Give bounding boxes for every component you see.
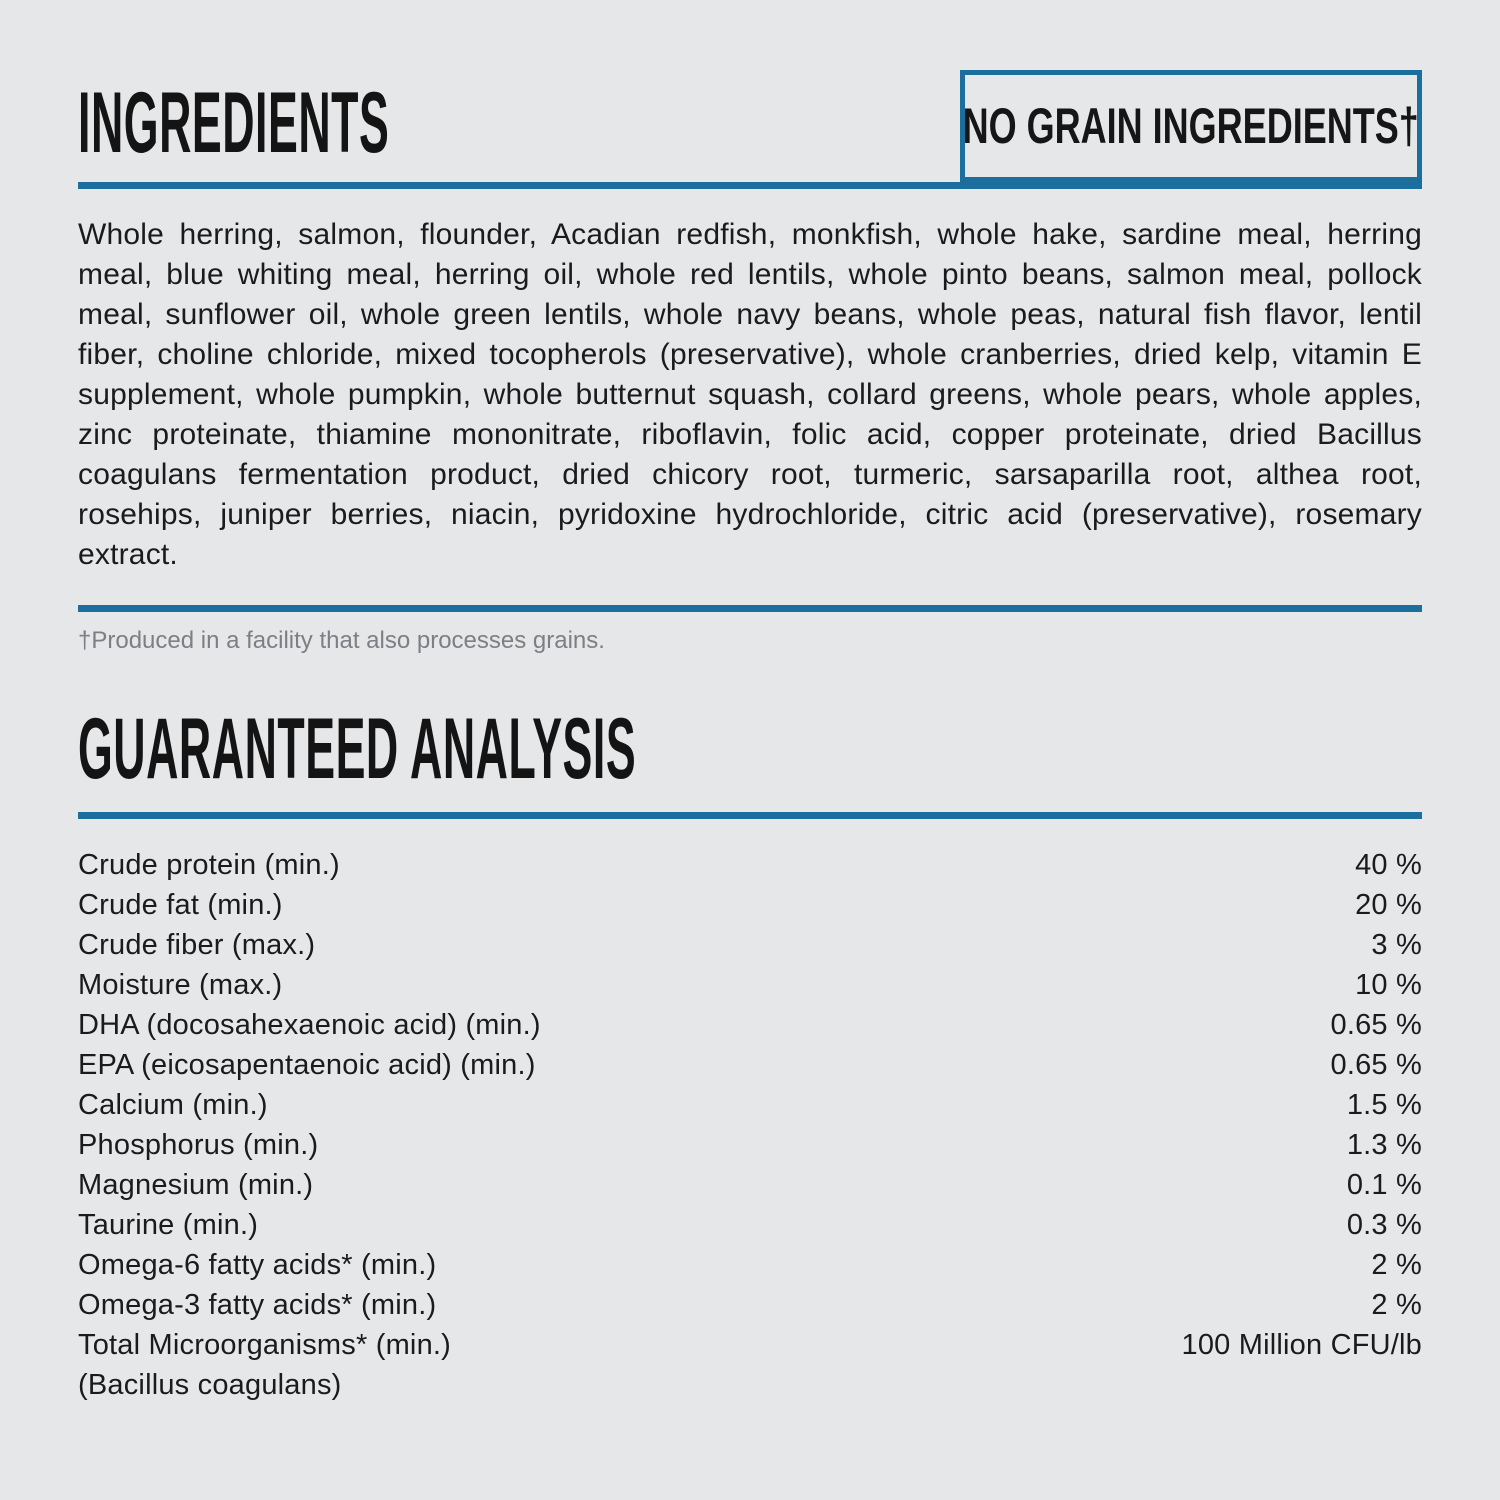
analysis-table — [78, 845, 1422, 1405]
table-row — [78, 1325, 1422, 1365]
nutrient-value: 0.65 % — [1330, 1009, 1422, 1041]
guaranteed-analysis-header — [78, 701, 1422, 797]
nutrient-value: 100 Million CFU/lb — [1181, 1329, 1422, 1361]
nutrient-label: DHA (docosahexaenoic acid) (min.) — [78, 1009, 541, 1041]
nutrient-label: Crude fat (min.) — [78, 889, 283, 921]
ingredients-list-text: Whole herring, salmon, flounder, Acadian redfish, monkfish, whole hake, sardine meal, herring meal, blue whiting meal, herring oil, whole red lentils, whole pinto beans, salmon meal, pollock meal, sunflower oil, whole green lentils, whole navy beans, whole peas, natural fish flavor, lentil fiber, choline chloride, mixed tocopherols (preservative), whole cranberries, dried kelp, vitamin E supplement, whole pumpkin, whole butternut squash, collard greens, whole pears, whole apples, zinc proteinate, thiamine mononitrate, riboflavin, folic acid, copper proteinate, dried Bacillus coagulans fermentation product, dried chicory root, turmeric, sarsaparilla root, althea root, rosehips, juniper berries, niacin, pyridoxine hydrochloride, citric acid (preservative), rosemary extract. — [78, 218, 1422, 571]
ingredients-header-rule — [78, 182, 1422, 189]
nutrient-label: Omega-6 fatty acids* (min.) — [78, 1249, 437, 1281]
nutrient-label: EPA (eicosapentaenoic acid) (min.) — [78, 1049, 536, 1081]
nutrient-value: 20 % — [1355, 889, 1422, 921]
nutrient-label: Taurine (min.) — [78, 1209, 259, 1241]
no-grain-badge-label: NO GRAIN INGREDIENTS† — [962, 98, 1420, 154]
table-row — [78, 885, 1422, 925]
nutrient-value: 1.3 % — [1346, 1129, 1422, 1161]
no-grain-badge — [960, 70, 1422, 182]
table-row — [78, 1365, 1422, 1405]
nutrient-label: Magnesium (min.) — [78, 1169, 314, 1201]
table-row — [78, 845, 1422, 885]
table-row — [78, 1085, 1422, 1125]
nutrient-value: 3 % — [1371, 929, 1422, 961]
nutrient-label: Crude fiber (max.) — [78, 929, 316, 961]
grain-facility-footnote: †Produced in a facility that also processes grains. — [78, 627, 605, 654]
nutrient-value: 10 % — [1355, 969, 1422, 1001]
table-row — [78, 965, 1422, 1005]
ingredients-title: INGREDIENTS — [78, 75, 390, 171]
nutrient-label: Total Microorganisms* (min.) — [78, 1329, 452, 1361]
nutrient-value: 40 % — [1355, 849, 1422, 881]
nutrient-value: 2 % — [1371, 1249, 1422, 1281]
footnote-rule — [78, 605, 1422, 612]
table-row — [78, 925, 1422, 965]
nutrient-value: 0.65 % — [1330, 1049, 1422, 1081]
table-row — [78, 1205, 1422, 1245]
nutrient-label: Calcium (min.) — [78, 1089, 268, 1121]
table-row — [78, 1285, 1422, 1325]
guaranteed-analysis-rule — [78, 812, 1422, 819]
nutrient-value: 0.3 % — [1346, 1209, 1422, 1241]
nutrient-label: Phosphorus (min.) — [78, 1129, 319, 1161]
guaranteed-analysis-title: GUARANTEED ANALYSIS — [78, 701, 637, 797]
nutrient-value: 0.1 % — [1346, 1169, 1422, 1201]
table-row — [78, 1005, 1422, 1045]
table-row — [78, 1165, 1422, 1205]
nutrient-label: Moisture (max.) — [78, 969, 283, 1001]
nutrient-label: (Bacillus coagulans) — [78, 1369, 342, 1401]
nutrient-value: 2 % — [1371, 1289, 1422, 1321]
table-row — [78, 1045, 1422, 1085]
table-row — [78, 1245, 1422, 1285]
table-row — [78, 1125, 1422, 1165]
nutrient-label: Crude protein (min.) — [78, 849, 340, 881]
ingredients-header — [78, 70, 1422, 182]
nutrient-label: Omega-3 fatty acids* (min.) — [78, 1289, 437, 1321]
nutrient-value: 1.5 % — [1346, 1089, 1422, 1121]
